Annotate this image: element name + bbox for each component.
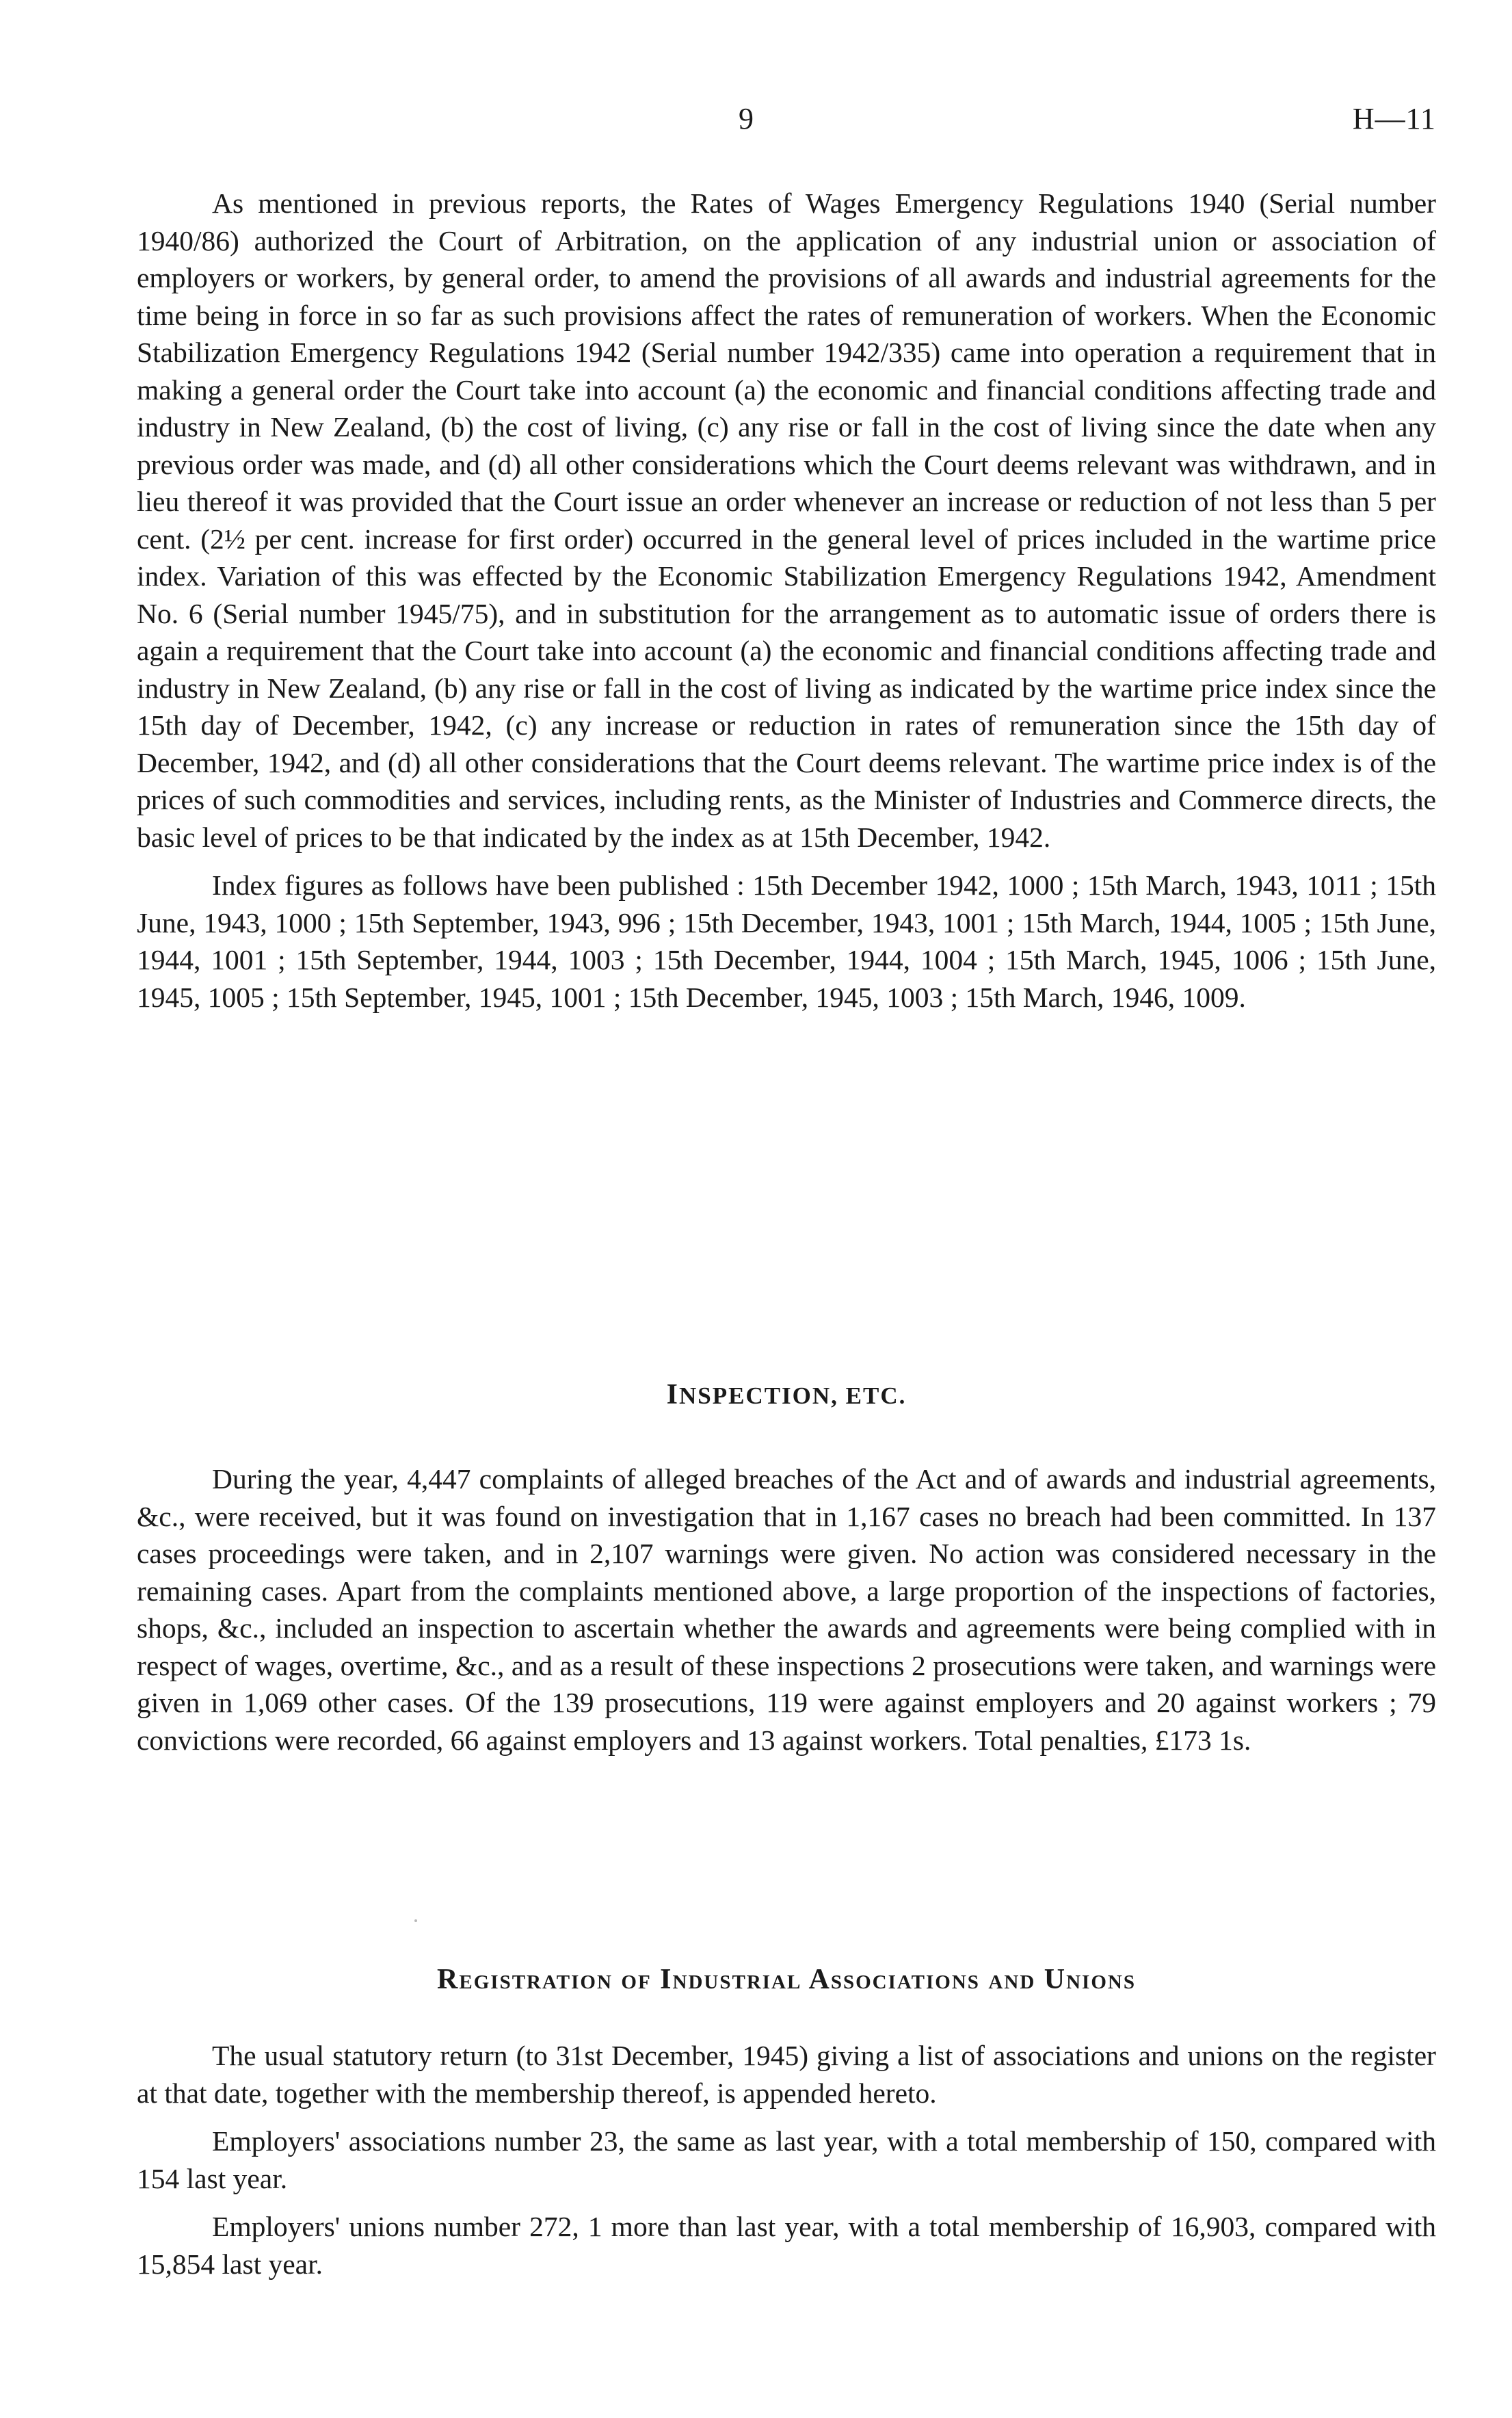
paragraph-wrapper [137, 2208, 1436, 2283]
paragraph-wrapper [137, 867, 1436, 1016]
print-speck [414, 1919, 417, 1922]
paragraph-text: Employers' associations number 23, the same as last year, with a total membership of 150, compared with 154 last year. [137, 2125, 1436, 2194]
report-code: H—11 [1352, 102, 1436, 135]
paragraph-wage-regulations [137, 185, 1436, 856]
paragraph-wrapper [137, 1460, 1436, 1759]
paragraph-employers-associations [137, 2123, 1436, 2197]
section-heading-registration: Registration of Industrial Associations and Unions [437, 1964, 1136, 1995]
inspection-section [137, 1378, 1436, 1759]
page-number: 9 [739, 102, 754, 135]
paragraph-wrapper [137, 2037, 1436, 2112]
page-header [137, 101, 1436, 142]
paragraph-text: Index figures as follows have been published : 15th December 1942, 1000 ; 15th March, 1943, 1011 ; 15th June, 1943, 1000 ; 15th September, 1943, 996 ; 15th December, 1943, 1001 ; 15th March, 1944, 1005 ; 15th June, 1944, 1001 ; 15th September, 1944, 1003 ; 15th December, 1944, 1004 ; 15th March, 1945, 1006 ; 15th June, 1945, 1005 ; 15th September, 1945, 1001 ; 15th December, 1945, 1003 ; 15th March, 1946, 1009. [137, 869, 1436, 1013]
paragraph-index-figures [137, 867, 1436, 1016]
paragraph-wrapper [137, 185, 1436, 856]
paragraph-text: The usual statutory return (to 31st December, 1945) giving a list of associations and unions on the register at that date, together with the membership thereof, is appended hereto. [137, 2040, 1436, 2109]
registration-section [137, 1963, 1436, 2283]
paragraph-text: As mentioned in previous reports, the Rates of Wages Emergency Regulations 1940 (Serial number 1940/86) authorized the Court of Arbitration, on the application of any industrial union or association of employers or workers, by general order, to amend the provisions of all awards and industrial agreements for the time being in force in so far as such provisions affect the rates of remuneration of workers. When the Economic Stabilization Emergency Regulations 1942 (Serial number 1942/335) came into operation a requirement that in making a general order the Court take into account (a) the economic and financial conditions affecting trade and industry in New Zealand, (b) the cost of living, (c) any rise or fall in the cost of living since the date when any previous order was made, and (d) all other considerations which the Court deems relevant was withdrawn, and in lieu thereof it was provided that the Court issue an order whenever an increase or reduction of not less than 5 per cent. (2½ per cent. increase for first order) occurred in the general level of prices included in the wartime price index. Variation of this was effected by the Economic Stabilization Emergency Regulations 1942, Amendment No. 6 (Serial number 1945/75), and in substitution for the arrangement as to automatic issue of orders there is again a requirement that the Court take into account (a) the economic and financial conditions affecting trade and industry in New Zealand, (b) any rise or fall in the cost of living as indicated by the wartime price index since the 15th day of December, 1942, (c) any increase or reduction in rates of remuneration since the 15th day of December, 1942, and (d) all other considerations that the Court deems relevant. The wartime price index is of the prices of such commodities and services, including rents, as the Minister of Industries and Commerce directs, the basic level of prices to be that indicated by the index as at 15th December, 1942. [137, 187, 1436, 853]
paragraph-employers-unions [137, 2208, 1436, 2283]
intro-section [137, 185, 1436, 1016]
section-heading-inspection: INSPECTION, ETC. [666, 1379, 907, 1410]
paragraph-wrapper [137, 2123, 1436, 2197]
paragraph-text: During the year, 4,447 complaints of alleged breaches of the Act and of awards and industrial agreements, &c., were received, but it was found on investigation that in 1,167 cases no breach had been committed. In 137 cases proceedings were taken, and in 2,107 warnings were given. No action was considered necessary in the remaining cases. Apart from the complaints mentioned above, a large proportion of the inspections of factories, shops, &c., included an inspection to ascertain whether the awards and agreements were being complied with in respect of wages, overtime, &c., and as a result of these inspections 2 prosecutions were taken, and warnings were given in 1,069 other cases. Of the 139 prosecutions, 119 were against employers and 20 against workers ; 79 convictions were recorded, 66 against employers and 13 against workers. Total penalties, £173 1s. [137, 1463, 1436, 1756]
paragraph-complaints [137, 1460, 1436, 1759]
paragraph-statutory-return [137, 2037, 1436, 2112]
paragraph-text: Employers' unions number 272, 1 more than last year, with a total membership of 16,903, compared with 15,854 last year. [137, 2211, 1436, 2280]
